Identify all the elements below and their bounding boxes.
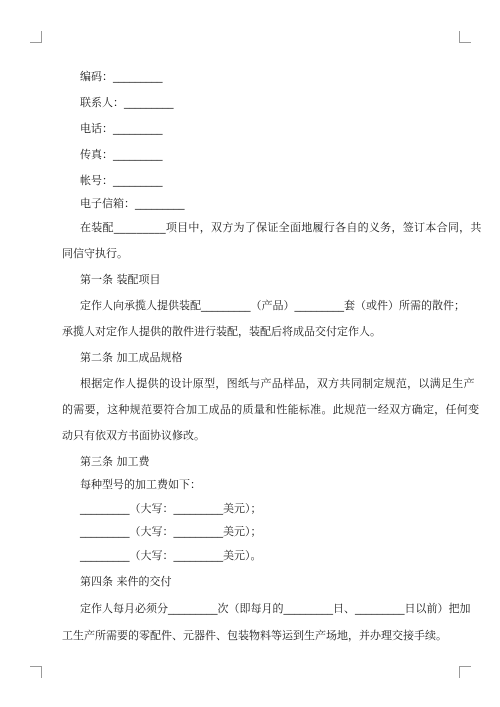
- intro-line-2: 同信守执行。: [62, 247, 128, 260]
- article-3-heading: 第三条 加工费: [80, 455, 150, 468]
- article-3-fee-1: _________（大写：_________美元）；: [80, 502, 262, 515]
- field-code: 编码：_________: [80, 70, 163, 83]
- article-4-line-1: 定作人每月必须分_________次（即每月的_________日、_________日以前）把加: [80, 602, 471, 615]
- field-account: 帐号：_________: [80, 174, 163, 187]
- corner-mark-bottom-right: [459, 666, 471, 678]
- field-email: 电子信箱：_________: [80, 197, 185, 210]
- article-4-line-2: 工生产所需要的零配件、元器件、包装物料等运到生产场地，并办理交接手续。: [62, 629, 447, 642]
- corner-mark-bottom-left: [30, 666, 42, 678]
- field-contact: 联系人：_________: [80, 96, 174, 109]
- article-2-heading: 第二条 加工成品规格: [80, 351, 183, 364]
- article-2-line-3: 动只有依双方书面协议修改。: [62, 429, 205, 442]
- article-2-line-1: 根据定作人提供的设计原型，图纸与产品样品，双方共同制定规范，以满足生产: [80, 377, 475, 390]
- article-2-line-2: 的需要，这种规范要符合加工成品的质量和性能标准。此规范一经双方确定，任何变: [62, 403, 480, 416]
- article-1-line-2: 承揽人对定作人提供的散件进行装配，装配后将成品交付定作人。: [62, 325, 381, 338]
- corner-mark-top-left: [30, 31, 42, 43]
- article-3-fee-3: _________（大写：_________美元）。: [80, 549, 262, 562]
- article-4-heading: 第四条 来件的交付: [80, 575, 172, 588]
- article-1-line-1: 定作人向承揽人提供装配_________（产品）_________套（或件）所需的散件；: [80, 299, 465, 312]
- article-3-intro: 每种型号的加工费如下：: [80, 478, 201, 491]
- article-1-heading: 第一条 装配项目: [80, 273, 161, 286]
- article-3-fee-2: _________（大写：_________美元）；: [80, 525, 262, 538]
- field-phone: 电话：_________: [80, 122, 163, 135]
- field-fax: 传真：_________: [80, 148, 163, 161]
- corner-mark-top-right: [459, 31, 471, 43]
- intro-line-1: 在装配_________项目中，双方为了保证全面地履行各自的义务，签订本合同，共: [80, 221, 482, 234]
